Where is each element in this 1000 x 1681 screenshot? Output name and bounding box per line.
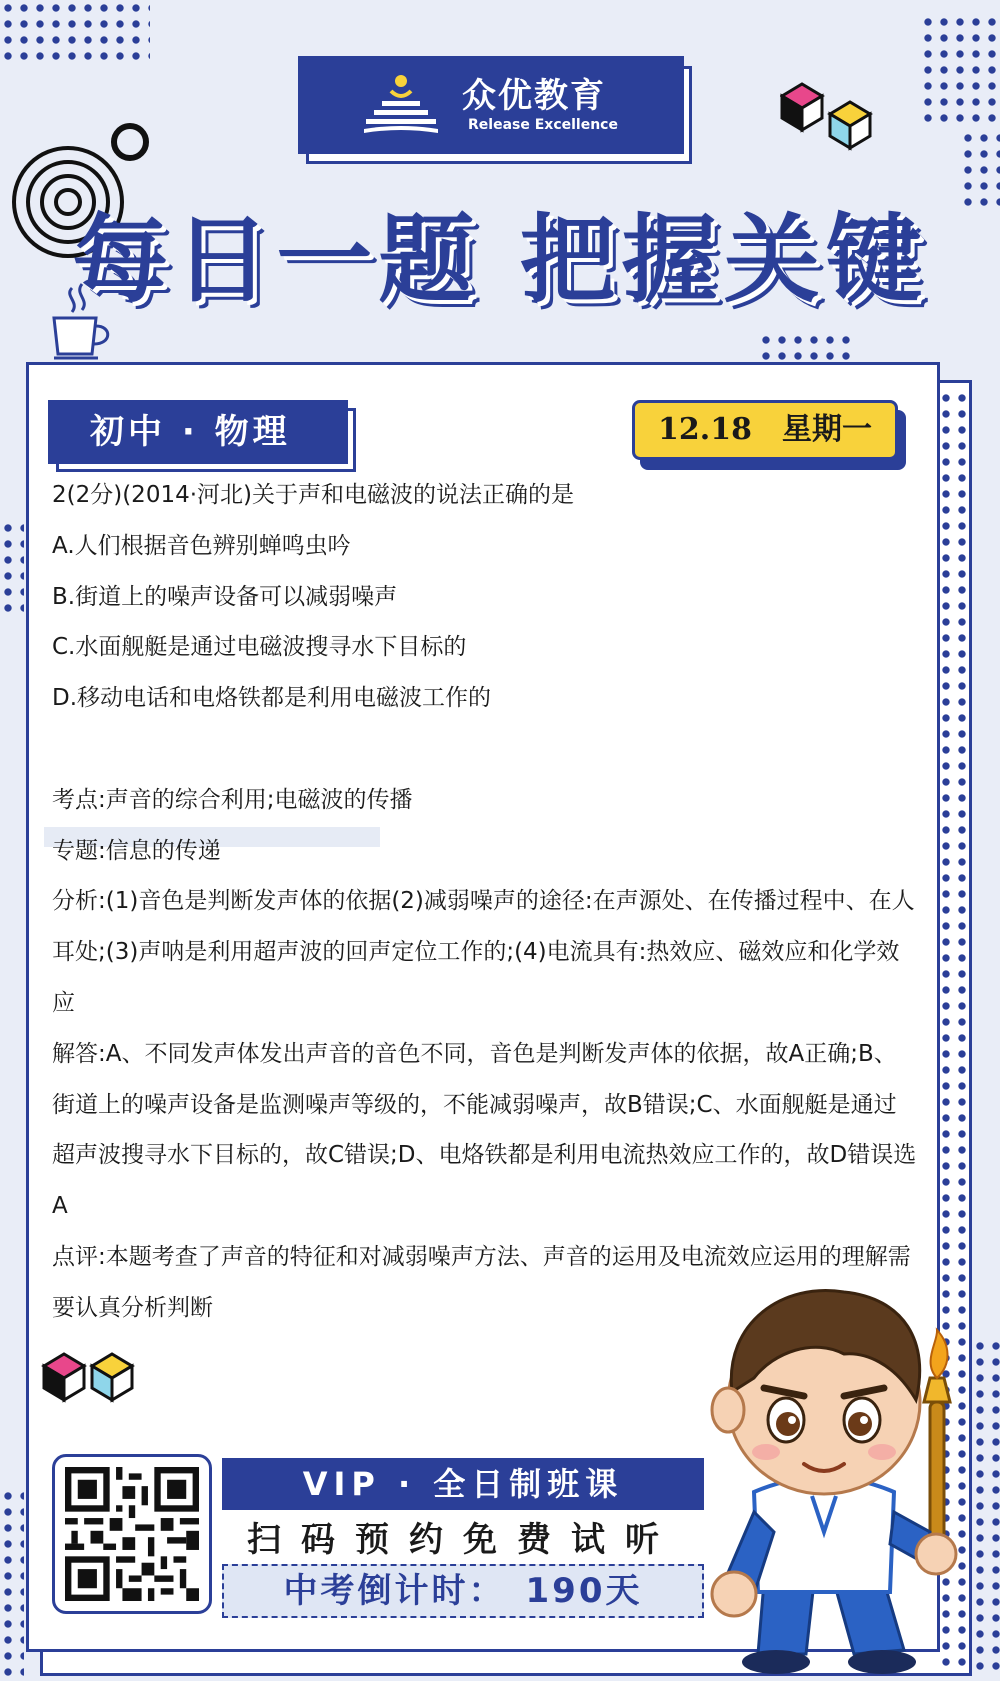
kaodian-text: 考点:声音的综合利用;电磁波的传播 — [52, 786, 413, 813]
question-content — [52, 470, 918, 1334]
dot-pattern-top-left — [0, 0, 150, 64]
color-cube-icon — [780, 78, 880, 154]
dot-pattern-right-mid — [960, 130, 1000, 210]
page-headline: 每日一题 把握关键 — [72, 204, 928, 316]
qr-code[interactable] — [52, 1454, 212, 1614]
qr-code-icon — [65, 1467, 199, 1601]
vip-banner: VIP · 全日制班课 — [222, 1458, 704, 1510]
brand-name-en: Release Excellence — [468, 117, 618, 133]
fenxi-text: 分析:(1)音色是判断发声体的依据(2)减弱噪声的途径:在声源处、在传播过程中、在人耳处;(3)声呐是利用超声波的回声定位工作的;(4)电流具有:热效应、磁效应和化学效应 — [52, 888, 915, 1016]
brand-name-cn: 众优教育 — [462, 76, 606, 116]
scan-prompt: 扫码预约免费试听 — [247, 1520, 679, 1560]
option-d: D.移动电话和电烙铁都是利用电磁波工作的 — [52, 685, 492, 712]
subject-tag: 初中 · 物理 — [48, 400, 348, 464]
dot-pattern-under-title — [758, 332, 854, 364]
book-tree-logo-icon — [360, 73, 442, 137]
option-a: A.人们根据音色辨别蝉鸣虫吟 — [52, 532, 351, 559]
dot-pattern-top-right — [920, 14, 1000, 126]
zhuanti-text: 专题:信息的传递 — [52, 837, 221, 864]
option-b: B.街道上的噪声设备可以减弱噪声 — [52, 583, 398, 610]
jieda-text: 解答:A、不同发声体发出声音的音色不同，音色是判断发声体的依据，故A正确;B、街道上的噪声设备是监测噪声等级的，不能减弱噪声，故B错误;C、水面舰艇是通过超声波搜寻水下目标的，故C错误;D、电烙铁都是利用电流热效应工作的，故D错误选A — [52, 1040, 917, 1220]
dianping-text: 点评:本题考查了声音的特征和对减弱噪声方法、声音的运用及电流效应运用的理解需要认真分析判断 — [52, 1243, 911, 1321]
dot-pattern-left-side — [0, 520, 24, 616]
question-stem: 2(2分)(2014·河北)关于声和电磁波的说法正确的是 — [52, 482, 575, 508]
date-badge: 12.18 星期一 — [632, 400, 898, 460]
countdown-box: 中考倒计时： 190天 — [222, 1564, 704, 1618]
spacer — [52, 724, 918, 775]
dot-pattern-bottom-left — [0, 1488, 24, 1678]
brand-logo — [298, 56, 684, 154]
option-c: C.水面舰艇是通过电磁波搜寻水下目标的 — [52, 634, 467, 661]
boy-mascot-with-torch-icon — [694, 1282, 984, 1678]
color-cube-icon — [40, 1350, 144, 1410]
